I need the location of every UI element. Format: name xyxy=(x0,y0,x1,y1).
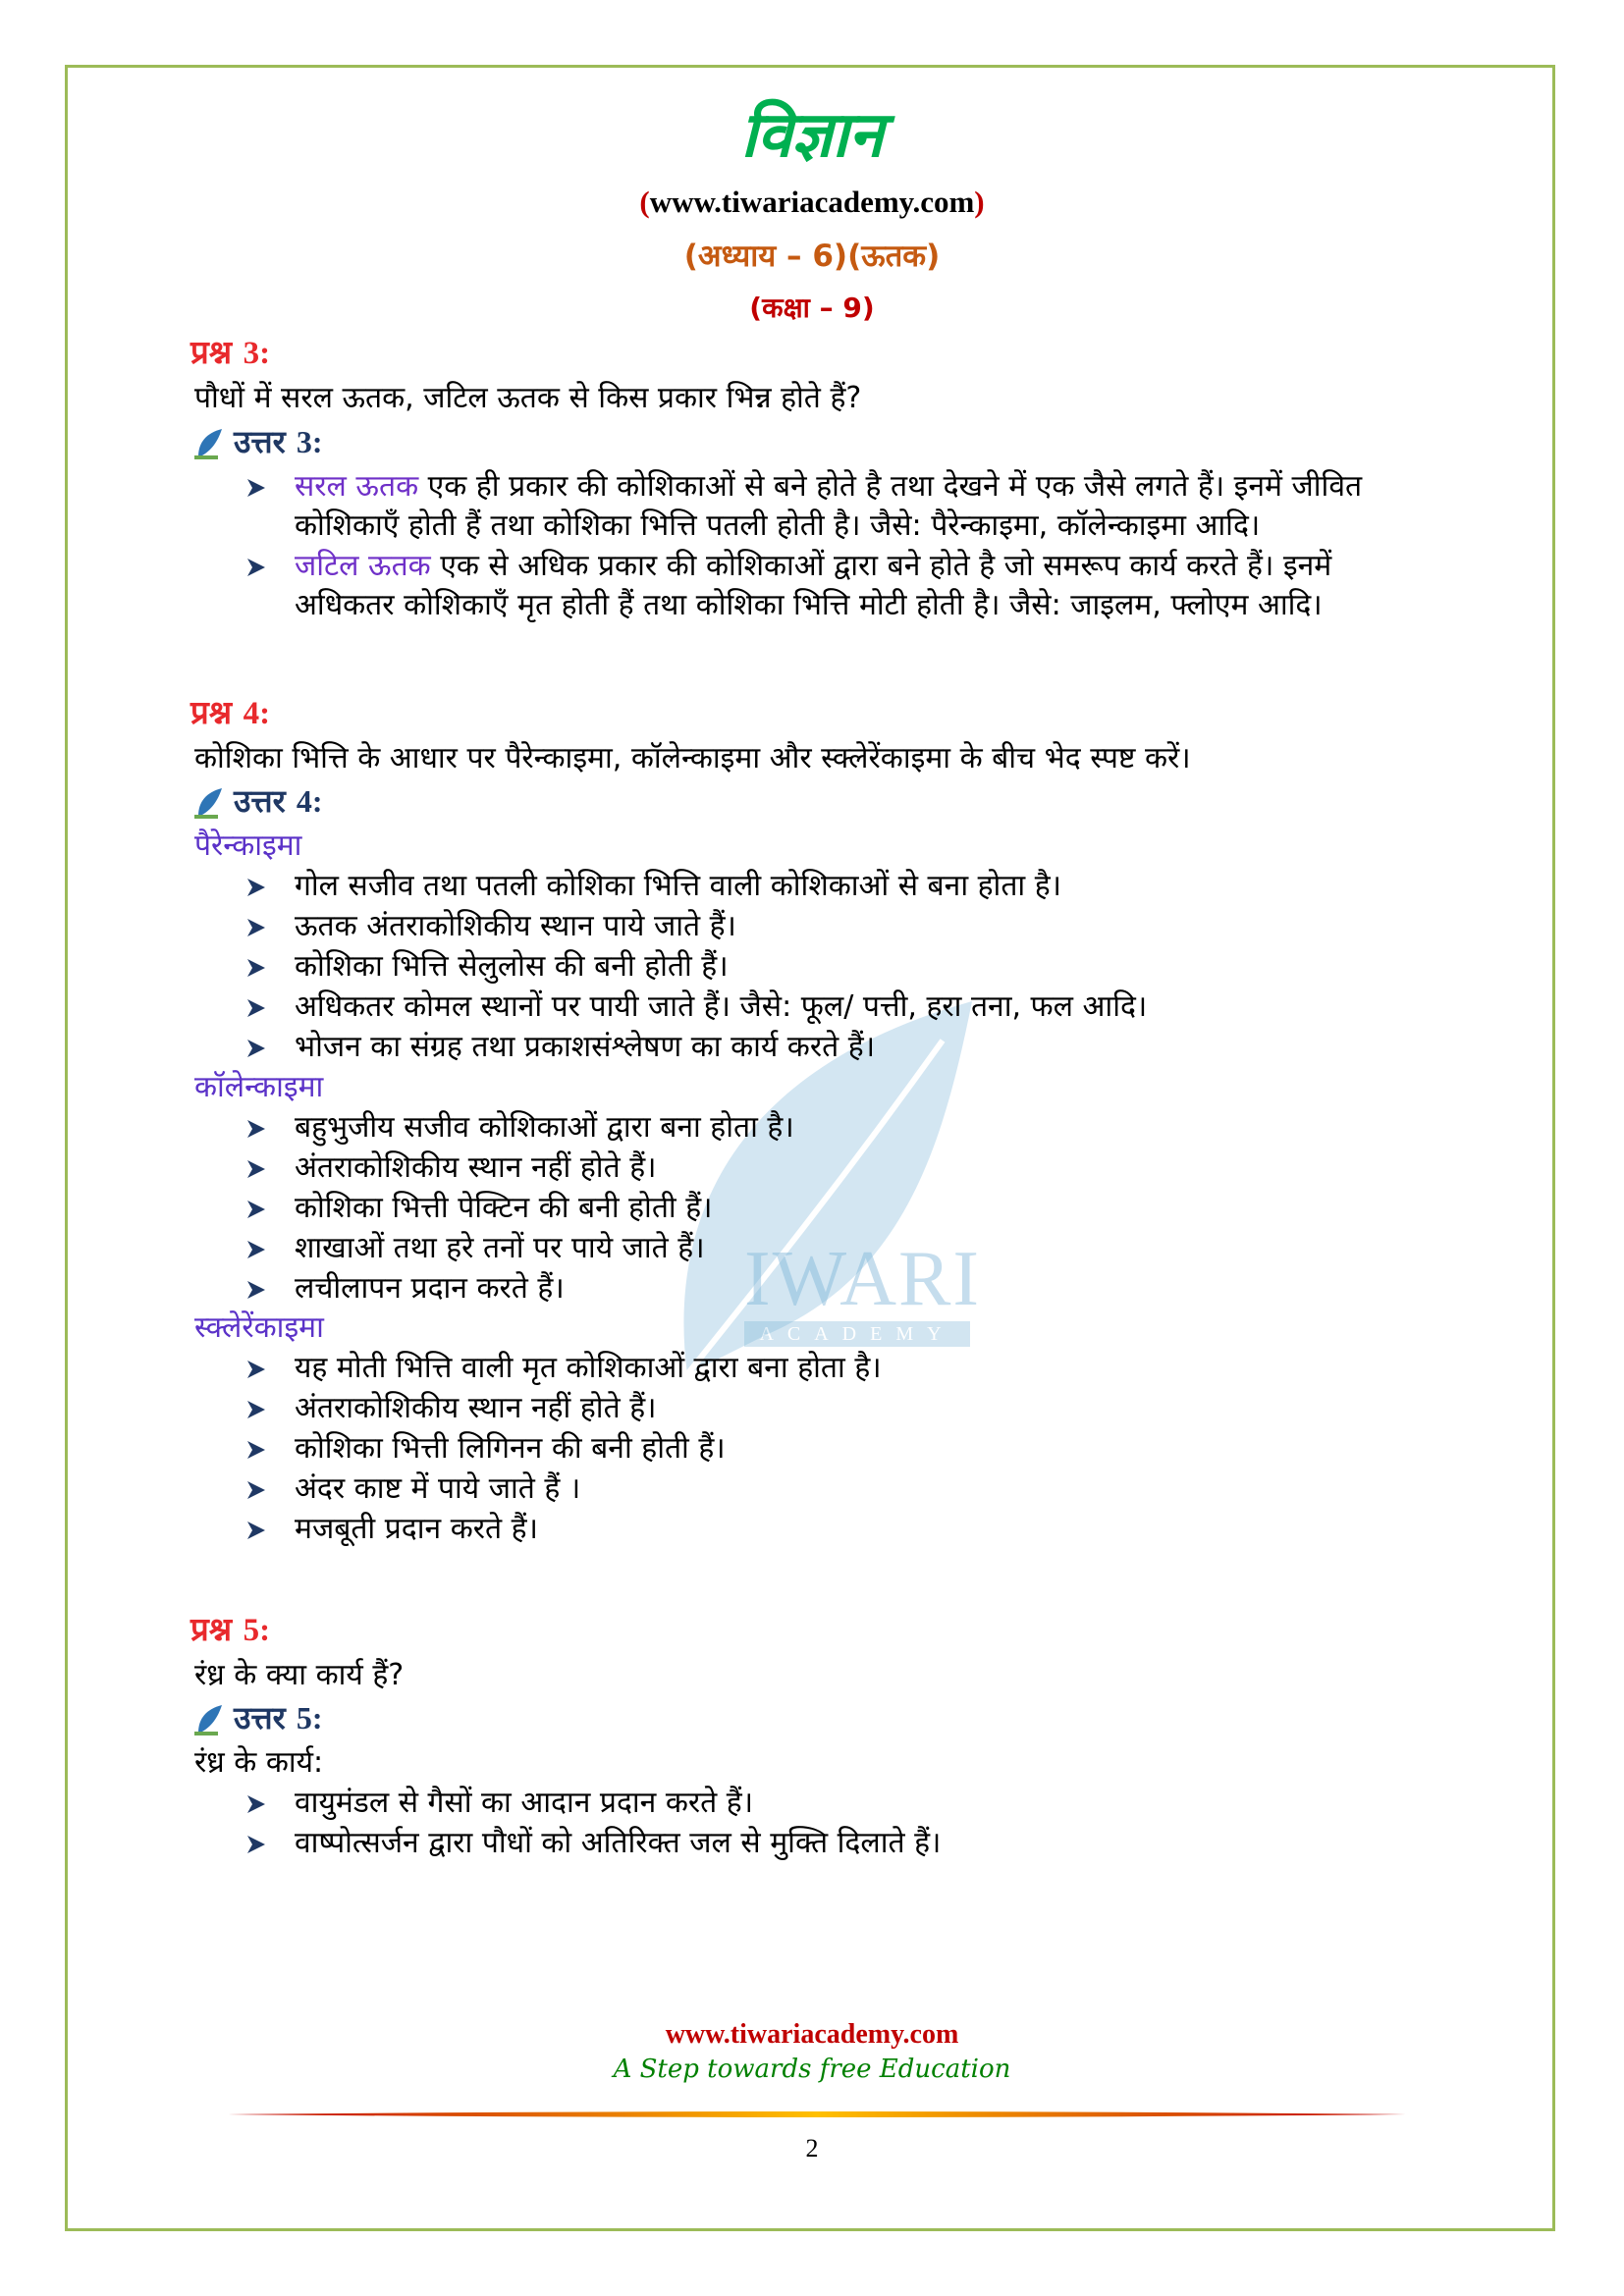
arrow-bullet-icon xyxy=(245,477,267,499)
arrow-bullet-icon xyxy=(245,877,267,898)
footer-divider xyxy=(228,2110,1406,2118)
footer-tagline: A Step towards free Education xyxy=(613,2055,1011,2084)
arrow-bullet-icon xyxy=(245,1479,267,1501)
answer-number: 4: xyxy=(296,783,323,819)
question-3-heading xyxy=(190,333,270,373)
arrow-bullet-icon xyxy=(245,557,267,578)
question-label: प्रश्न xyxy=(190,693,244,731)
list-item: अंतराकोशिकीय स्थान नहीं होते हैं। xyxy=(295,1391,657,1425)
website-link[interactable]: www.tiwariacademy.com xyxy=(649,185,975,219)
bullet-text: एक ही प्रकार की कोशिकाओं से बने होते है तथा देखने में एक जैसे लगते हैं। इनमें जीवित xyxy=(418,469,1363,504)
complex-tissue-term: जटिल ऊतक xyxy=(295,549,431,583)
page-title: विज्ञान xyxy=(740,99,884,172)
quill-icon xyxy=(194,1703,224,1736)
list-item: कोशिका भित्ती पेक्टिन की बनी होती हैं। xyxy=(295,1191,713,1225)
class-label: (कक्षा – 9) xyxy=(749,292,875,324)
arrow-bullet-icon xyxy=(245,1439,267,1461)
answer-4-heading xyxy=(194,781,323,821)
list-item: भोजन का संग्रह तथा प्रकाशसंश्लेषण का कार्य करते हैं। xyxy=(295,1030,876,1064)
question-5-text: रंध्र के क्या कार्य हैं? xyxy=(194,1658,405,1692)
website-open-paren: ( xyxy=(639,185,650,219)
list-item: अधिकतर कोमल स्थानों पर पायी जाते हैं। जैसे: फूल/ पत्ती, हरा तना, फल आदि। xyxy=(295,989,1148,1024)
watermark-subtext: ACADEMY xyxy=(744,1321,970,1347)
arrow-bullet-icon xyxy=(245,917,267,938)
answer-3-bullet-1-line-2: कोशिकाएँ होती हैं तथा कोशिका भित्ति पतली होती है। जैसे: पैरेन्काइमा, कॉलेन्काइमा आदि। xyxy=(295,508,1261,543)
list-item: वाष्पोत्सर्जन द्वारा पौधों को अतिरिक्त जल से मुक्ति दिलाते हैं। xyxy=(295,1826,942,1860)
arrow-bullet-icon xyxy=(245,1239,267,1260)
collenchyma-heading: कॉलेन्काइमा xyxy=(194,1070,324,1104)
list-item: यह मोती भित्ति वाली मृत कोशिकाओं द्वारा बना होता है। xyxy=(295,1351,882,1385)
answer-3-heading xyxy=(194,422,323,461)
arrow-bullet-icon xyxy=(245,997,267,1019)
arrow-bullet-icon xyxy=(245,1359,267,1380)
answer-3-bullet-2-line-1 xyxy=(295,547,1331,586)
arrow-bullet-icon xyxy=(245,957,267,979)
question-number: 4: xyxy=(243,696,271,731)
arrow-bullet-icon xyxy=(245,1158,267,1180)
simple-tissue-term: सरल ऊतक xyxy=(295,469,419,504)
footer-website-link[interactable]: www.tiwariacademy.com xyxy=(665,2019,959,2050)
arrow-bullet-icon xyxy=(245,1793,267,1815)
list-item: अंदर काष्ट में पाये जाते हैं । xyxy=(295,1471,581,1506)
arrow-bullet-icon xyxy=(245,1279,267,1301)
page-number: 2 xyxy=(805,2134,819,2163)
answer-number: 5: xyxy=(296,1700,323,1735)
question-5-heading xyxy=(190,1610,270,1650)
website-close-paren: ) xyxy=(974,185,985,219)
list-item: ऊतक अंतराकोशिकीय स्थान पाये जाते हैं। xyxy=(295,909,736,943)
question-number: 5: xyxy=(243,1613,271,1648)
arrow-bullet-icon xyxy=(245,1199,267,1220)
arrow-bullet-icon xyxy=(245,1399,267,1420)
parenchyma-heading: पैरेन्काइमा xyxy=(194,828,302,863)
answer-5-heading xyxy=(194,1698,323,1737)
question-3-text: पौधों में सरल ऊतक, जटिल ऊतक से किस प्रकार भिन्न होते हैं? xyxy=(194,381,862,415)
list-item: लचीलापन प्रदान करते हैं। xyxy=(295,1271,565,1306)
question-label: प्रश्न xyxy=(190,1610,244,1648)
list-item: कोशिका भित्ति सेलुलोस की बनी होती हैं। xyxy=(295,949,729,984)
sclerenchyma-heading: स्क्लेरेंकाइमा xyxy=(194,1310,324,1345)
list-item: मजबूती प्रदान करते हैं। xyxy=(295,1512,538,1546)
list-item: शाखाओं तथा हरे तनों पर पाये जाते हैं। xyxy=(295,1231,705,1265)
answer-5-intro: रंध्र के कार्य: xyxy=(194,1745,324,1780)
list-item: कोशिका भित्ती लिगिनन की बनी होती हैं। xyxy=(295,1431,726,1466)
chapter-label: (अध्याय – 6)(ऊतक) xyxy=(683,239,941,274)
question-4-text: कोशिका भित्ति के आधार पर पैरेन्काइमा, कॉलेन्काइमा और स्क्लेरेंकाइमा के बीच भेद स्पष्ट करें। xyxy=(194,741,1191,775)
answer-label: उत्तर xyxy=(234,423,297,460)
answer-label: उत्तर xyxy=(234,1699,297,1736)
quill-icon xyxy=(194,427,224,460)
list-item: गोल सजीव तथा पतली कोशिका भित्ति वाली कोशिकाओं से बना होता है। xyxy=(295,869,1062,903)
list-item: वायुमंडल से गैसों का आदान प्रदान करते हैं। xyxy=(295,1786,754,1820)
arrow-bullet-icon xyxy=(245,1118,267,1140)
answer-3-bullet-2-line-2: अधिकतर कोशिकाएँ मृत होती हैं तथा कोशिका भित्ति मोटी होती है। जैसे: जाइलम, फ्लोएम आदि। xyxy=(295,588,1323,622)
quill-icon xyxy=(194,786,224,820)
watermark-text: IWARI xyxy=(744,1236,982,1322)
list-item: अंतराकोशिकीय स्थान नहीं होते हैं। xyxy=(295,1150,657,1185)
arrow-bullet-icon xyxy=(245,1038,267,1059)
answer-3-bullet-1-line-1 xyxy=(295,467,1362,507)
question-label: प्रश्न xyxy=(190,333,244,371)
bullet-text: एक से अधिक प्रकार की कोशिकाओं द्वारा बने होते है जो समरूप कार्य करते हैं। इनमें xyxy=(430,549,1332,583)
answer-label: उत्तर xyxy=(234,782,297,820)
arrow-bullet-icon xyxy=(245,1834,267,1855)
question-number: 3: xyxy=(243,336,271,371)
list-item: बहुभुजीय सजीव कोशिकाओं द्वारा बना होता है। xyxy=(295,1110,794,1145)
answer-number: 3: xyxy=(296,424,323,459)
arrow-bullet-icon xyxy=(245,1520,267,1541)
question-4-heading xyxy=(190,693,270,733)
